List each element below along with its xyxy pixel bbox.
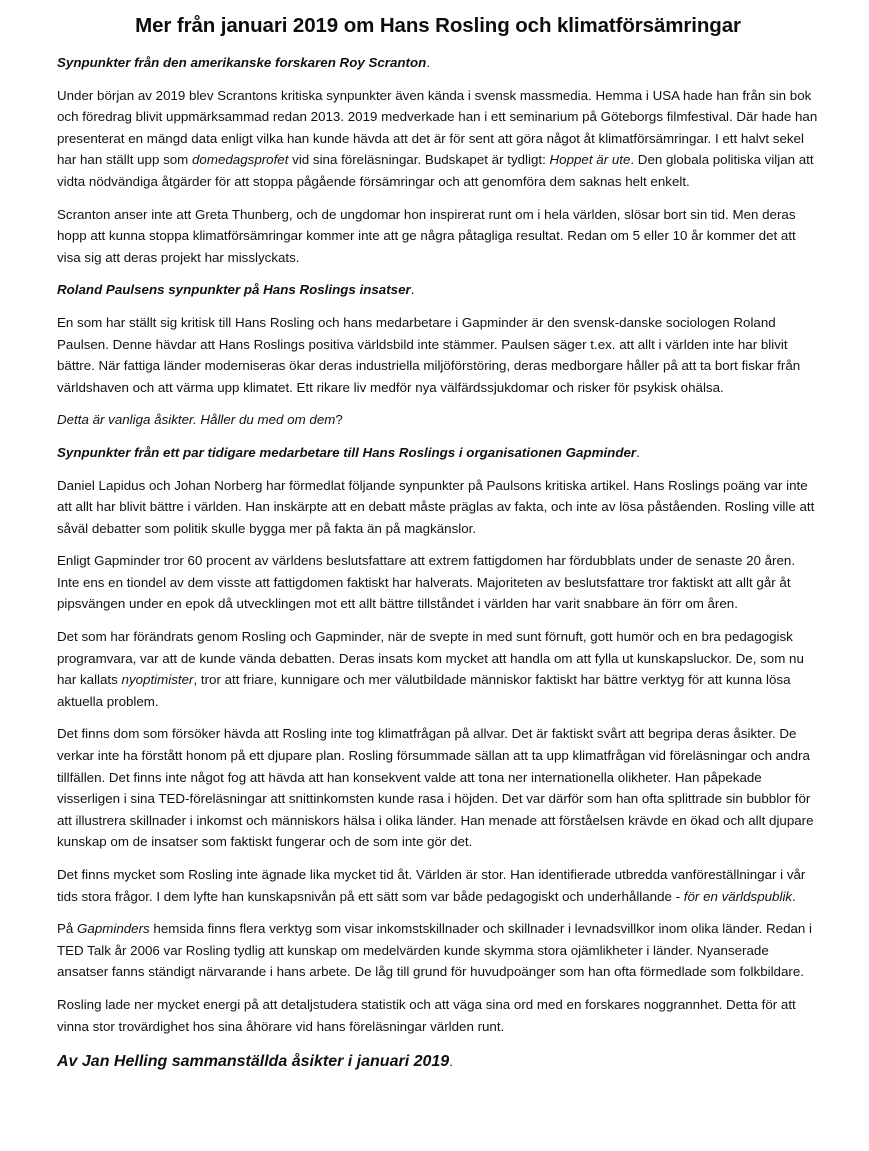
page-title: Mer från januari 2019 om Hans Rosling och klimatförsämringar — [135, 14, 741, 37]
paragraph-text: Det som har förändrats genom Rosling och Gapminder, när de svepte in med sunt förnuft, gott humör och en bra pedagogisk programvara, var att de kunde vända debatten. Deras insats kom mycket att handla om att fylla ut kunskapsluckor. De, som nu har kallats — [57, 629, 804, 688]
heading-text: Roland Paulsens synpunkter på Hans Roslings insatser — [57, 282, 411, 298]
emphasis-text: domedagsprofet — [192, 152, 289, 168]
paragraph-text: Det finns mycket som Rosling inte ägnade lika mycket tid åt. Världen är stor. Han identifierade utbredda vanföreställningar i vår tids stora frågor. I dem lyfte han kunskapsnivån på ett sätt som var både pedagogiskt och underhållande - — [57, 867, 806, 904]
emphasis-text: nyoptimister — [121, 672, 194, 688]
emphasis-text: för en världspublik — [683, 888, 793, 904]
heading-text: Synpunkter från den amerikanske forskaren Roy Scranton — [57, 55, 427, 70]
emphasis-text: Gapminders — [77, 921, 150, 937]
paragraph-gapminder-4: Det finns dom som försöker hävda att Rosling inte tog klimatfrågan på allvar. Det är faktiskt svårt att begripa deras åsikter. De verkar inte ha förstått honom på ett djupare plan. Rosling försummade sällan att ta upp klimatfrågan vid föreläsningar och andra tillfällen. Det finns inte något fog att hävda att han konsekvent valde att tona ner internationella olikheter. Han påpekade visserligen i sina TED-föreläsningar att snittinkomsten kunde rasa i höjden. Det var därför som han ofta splittrade sin bubblor för att illustrera skillnader i inkomst och människors hälsa i olika länder. Han menade att förståelsen krävde en ökad och allt djupare kunskap om de insatser som faktiskt fungerar och de som inte gör det. — [57, 726, 814, 850]
paragraph-paulsen-question — [57, 409, 819, 431]
paragraph-gapminder-2: Enligt Gapminder tror 60 procent av världens beslutsfattare att extrem fattigdomen har fördubblats under de senaste 20 åren. Inte ens en tiondel av dem visste att fattigdomen faktiskt har halverats. Majoriteten av beslutsfattare tror faktiskt att allt går åt pipsvängen under en epok då utvecklingen mot ett allt bättre tillståndet i världen har varit snabbare än förr om åren. — [57, 553, 796, 612]
paragraph-gapminder-5 — [57, 864, 819, 907]
paragraph-text: Under början av 2019 blev Scrantons kritiska synpunkter även kända i svensk massmedia. Hemma i USA hade han från sin bok och föredrag blivit uppmärksammad redan 2013. 2019 medverkade han i ett seminarium på Göteborgs filmfestival. Där hade han presenterat en mängd data enligt vilka han kunde hävda att det är för sent att göra något åt klimatförsämringar. I ett halvt sekel har han ställt upp som — [57, 87, 818, 168]
paragraph-text: . — [792, 888, 796, 904]
paragraph-gapminder-7: Rosling lade ner mycket energi på att detaljstudera statistik och att väga sina ord med en forskares noggrannhet. Detta för att vinna stor trovärdighet hos sina åhörare vid hans föreläsningar världen runt. — [57, 996, 796, 1034]
emphasis-text: Hoppet är ute — [549, 152, 631, 168]
paragraph-gapminder-1: Daniel Lapidus och Johan Norberg har förmedlat följande synpunkter på Paulsons kritiska artikel. Hans Roslings poäng var inte att allt har blivit bättre i världen. Han inskärpte att en debatt måste präglas av fakta, och inte av lösa påståenden. Rosling ville att såväl debatter som politik skulle bygga mer på fakta än på magkänslor. — [57, 477, 815, 536]
author-signoff: Av Jan Helling sammanställda åsikter i januari 2019. — [57, 1053, 453, 1071]
paragraph-gapminder-6 — [57, 918, 819, 983]
section-heading-paulsen: Roland Paulsens synpunkter på Hans Roslings insatser. — [57, 282, 415, 298]
section-heading-gapminder: Synpunkter från ett par tidigare medarbetare till Hans Roslings i organisationen Gapminder. — [57, 444, 640, 460]
paragraph-text: . Den globala politiska viljan att vidta nödvändiga åtgärder för att stoppa pågående försämringar och att genomföra dem saknas helt enkelt. — [57, 152, 814, 189]
emphasis-text: Detta är vanliga åsikter. Håller du med om dem — [57, 412, 336, 428]
paragraph-text: , tror att friare, kunnigare och mer välutbildade människor faktiskt har bättre verktyg för att kunna lösa aktuella problem. — [57, 672, 791, 709]
paragraph-text: ? — [335, 412, 343, 428]
paragraph-text: hemsida finns flera verktyg som visar inkomstskillnader och skillnader i levnadsvillkor inom olika länder. Redan i TED Talk år 2006 var Rosling tydlig att kunskap om medelvärden kunde skymma stora ojämlikheter i länder. Nyanserade ansatser fanns ständigt närvarande i hans arbete. De låg till grund för huvudpoänger som han ofta förmedlade som folkbildare. — [57, 921, 812, 980]
paragraph-text: vid sina föreläsningar. Budskapet är tydligt: — [288, 152, 550, 168]
heading-text: Synpunkter från ett par tidigare medarbetare till Hans Roslings i organisationen Gapminder — [57, 444, 637, 460]
paragraph-text: På — [57, 921, 78, 937]
paragraph-gapminder-3 — [57, 626, 819, 712]
signoff-text: Av Jan Helling sammanställda åsikter i januari 2019 — [57, 1053, 450, 1071]
paragraph-scranton-2: Scranton anser inte att Greta Thunberg, och de ungdomar hon inspirerat runt om i hela världen, slösar bort sin tid. Men deras hopp att kunna stoppa klimatförsämringar kommer inte att ge några påtagliga resultat. Redan om 5 eller 10 år kommer det att visa sig att deras projekt har misslyckats. — [57, 206, 796, 265]
paragraph-paulsen-1: En som har ställt sig kritisk till Hans Rosling och hans medarbetare i Gapminder är den svensk-danske sociologen Roland Paulsen. Denne hävdar att Hans Roslings positiva världsbild inte stämmer. Paulsen säger t.ex. att allt i världen inte har blivit bättre. När fattiga länder moderniseras ökar deras industriella miljöförstöring, deras medborgare håller på att ta bort fiskar från världshaven och att värma upp klimatet. Ett rikare liv medför nya välfärdssjukdomar och risker för psykisk ohälsa. — [57, 314, 801, 395]
section-heading-scranton: Synpunkter från den amerikanske forskaren Roy Scranton. — [57, 55, 431, 70]
paragraph-scranton-1 — [57, 85, 819, 193]
